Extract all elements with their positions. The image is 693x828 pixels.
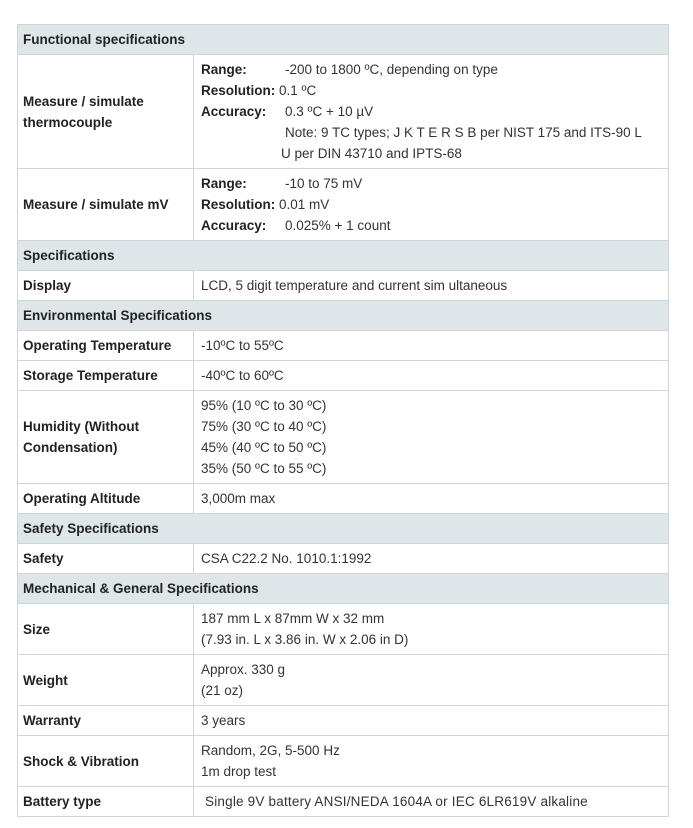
- row-value: -40ºC to 60ºC: [194, 361, 669, 391]
- row-value: [194, 391, 669, 484]
- row-label: Weight: [18, 655, 194, 706]
- table-row: [18, 544, 669, 574]
- table-row: [18, 169, 669, 241]
- table-row: [18, 604, 669, 655]
- table-row: [18, 55, 669, 169]
- range-key: Range:: [201, 176, 247, 191]
- table-row: [18, 391, 669, 484]
- row-value: Single 9V battery ANSI/NEDA 1604A or IEC 6LR619V alkaline: [194, 787, 669, 817]
- row-value: [194, 604, 669, 655]
- row-label: Size: [18, 604, 194, 655]
- table-row: [18, 736, 669, 787]
- section-title: Functional specifications: [18, 25, 669, 55]
- note-line-1: Note: 9 TC types; J K T E R S B per NIST 175 and ITS-90 L: [285, 125, 642, 140]
- section-title: Specifications: [18, 241, 669, 271]
- row-value: 3,000m max: [194, 484, 669, 514]
- humidity-line: 95% (10 ºC to 30 ºC): [201, 398, 327, 413]
- humidity-line: 45% (40 ºC to 50 ºC): [201, 440, 327, 455]
- row-value: CSA C22.2 No. 1010.1:1992: [194, 544, 669, 574]
- spec-table: [17, 24, 669, 817]
- weight-line: (21 oz): [201, 683, 244, 698]
- row-label: Humidity (Without Condensation): [18, 391, 194, 484]
- accuracy-value: 0.025% + 1 count: [285, 218, 391, 233]
- resolution-key: Resolution:: [201, 197, 276, 212]
- section-header-safety: [18, 514, 669, 544]
- row-label: Measure / simulate thermocouple: [18, 55, 194, 169]
- accuracy-value: 0.3 ºC + 10 µV: [285, 104, 374, 119]
- table-row: [18, 271, 669, 301]
- row-label: Display: [18, 271, 194, 301]
- row-label: Operating Temperature: [18, 331, 194, 361]
- row-label: Operating Altitude: [18, 484, 194, 514]
- row-value: [194, 736, 669, 787]
- section-header-functional: [18, 25, 669, 55]
- row-value: [194, 655, 669, 706]
- row-label: Safety: [18, 544, 194, 574]
- humidity-line: 75% (30 ºC to 40 ºC): [201, 419, 327, 434]
- resolution-value: 0.01 mV: [279, 197, 330, 212]
- range-key: Range:: [201, 62, 247, 77]
- spec-table-container: [17, 24, 668, 817]
- shock-line: Random, 2G, 5-500 Hz: [201, 743, 340, 758]
- row-value: [194, 55, 669, 169]
- section-header-specifications: [18, 241, 669, 271]
- size-line: 187 mm L x 87mm W x 32 mm: [201, 611, 385, 626]
- resolution-value: 0.1 ºC: [279, 83, 317, 98]
- table-row: [18, 655, 669, 706]
- row-value: 3 years: [194, 706, 669, 736]
- row-value: [194, 169, 669, 241]
- humidity-line: 35% (50 ºC to 55 ºC): [201, 461, 327, 476]
- accuracy-key: Accuracy:: [201, 104, 267, 119]
- row-label: Warranty: [18, 706, 194, 736]
- row-label: Shock & Vibration: [18, 736, 194, 787]
- row-label: Storage Temperature: [18, 361, 194, 391]
- table-row: [18, 331, 669, 361]
- section-title: Safety Specifications: [18, 514, 669, 544]
- row-value: LCD, 5 digit temperature and current sim ultaneous: [194, 271, 669, 301]
- section-header-mechanical: [18, 574, 669, 604]
- table-row: [18, 706, 669, 736]
- row-value: -10ºC to 55ºC: [194, 331, 669, 361]
- accuracy-key: Accuracy:: [201, 218, 267, 233]
- table-row: [18, 787, 669, 817]
- range-value: -10 to 75 mV: [285, 176, 363, 191]
- resolution-key: Resolution:: [201, 83, 276, 98]
- row-label: Battery type: [18, 787, 194, 817]
- range-value: -200 to 1800 ºC, depending on type: [285, 62, 498, 77]
- section-title: Environmental Specifications: [18, 301, 669, 331]
- section-title: Mechanical & General Specifications: [18, 574, 669, 604]
- shock-line: 1m drop test: [201, 764, 277, 779]
- size-line: (7.93 in. L x 3.86 in. W x 2.06 in D): [201, 632, 409, 647]
- table-row: [18, 361, 669, 391]
- section-header-environmental: [18, 301, 669, 331]
- note-line-2: U per DIN 43710 and IPTS-68: [281, 146, 462, 161]
- row-label: Measure / simulate mV: [18, 169, 194, 241]
- weight-line: Approx. 330 g: [201, 662, 286, 677]
- table-row: [18, 484, 669, 514]
